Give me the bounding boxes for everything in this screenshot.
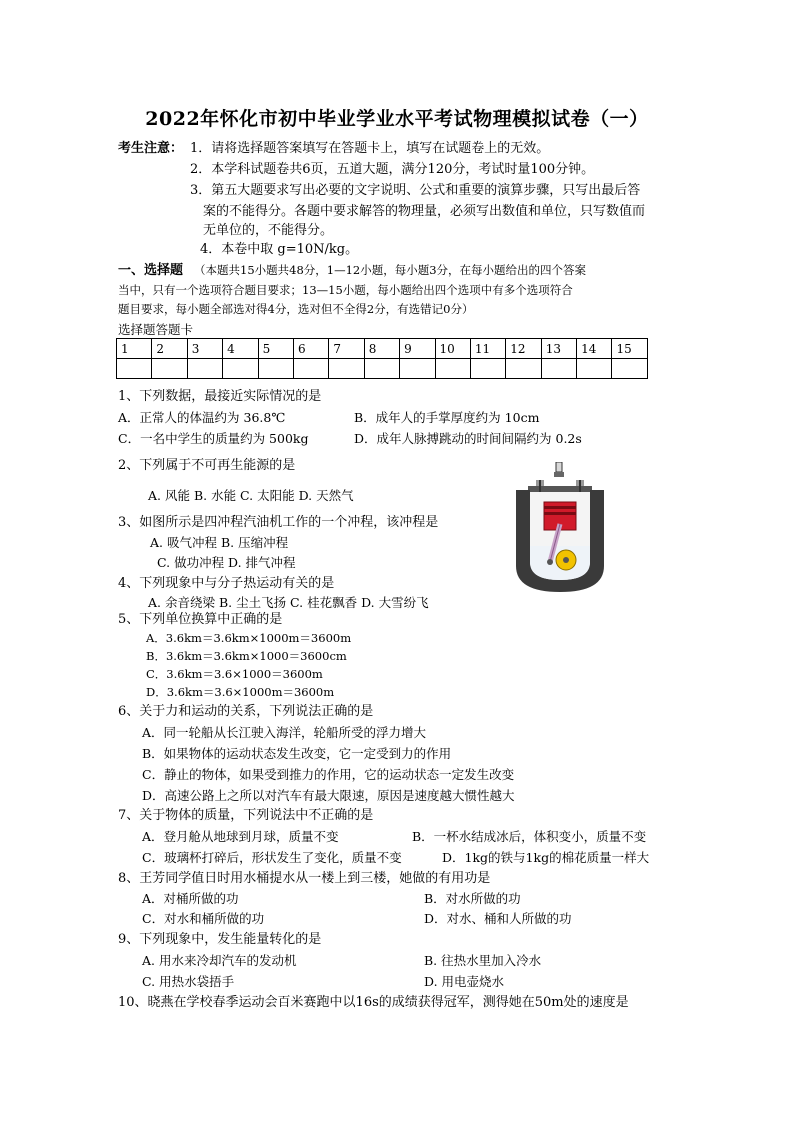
question-stem: 2、下列属于不可再生能源的是 (118, 458, 296, 473)
option-a: A．对桶所做的功 (142, 891, 239, 906)
question-stem: 3、如图所示是四冲程汽油机工作的一个冲程，该冲程是 (118, 515, 439, 530)
answer-cell[interactable] (187, 359, 222, 379)
answer-card-answer-row (117, 359, 648, 379)
answer-card-number: 6 (293, 339, 328, 359)
answer-card-number: 8 (364, 339, 399, 359)
question-stem: 4、下列现象中与分子热运动有关的是 (118, 576, 335, 591)
section-desc: 当中，只有一个选项符合题目要求；13—15小题，每小题给出四个选项中有多个选项符合 (118, 283, 573, 297)
answer-card-number: 14 (577, 339, 612, 359)
question-stem: 10、晓燕在学校春季运动会百米赛跑中以16s的成绩获得冠军，测得她在50m处的速度是 (118, 995, 629, 1010)
option-b: B．对水所做的功 (424, 891, 521, 906)
answer-card-number: 12 (506, 339, 541, 359)
option-b: B．成年人的手掌厚度约为 10cm (354, 410, 540, 425)
answer-cell[interactable] (152, 359, 187, 379)
option-d: D．高速公路上之所以对汽车有最大限速，原因是速度越大惯性越大 (142, 788, 515, 803)
option-a: A．正常人的体温约为 36.8℃ (118, 410, 286, 425)
section-desc: （本题共15小题共48分，1—12小题，每小题3分，在每小题给出的四个答案 (194, 263, 587, 277)
notice-item: 2．本学科试题卷共6页，五道大题，满分120分，考试时量100分钟。 (190, 162, 595, 177)
notice-item: 4．本卷中取 g=10N/kg。 (200, 242, 359, 257)
answer-card-number: 3 (187, 339, 222, 359)
option-a: A．登月舱从地球到月球，质量不变 (142, 829, 339, 844)
option-c: C．玻璃杯打碎后，形状发生了变化，质量不变 (142, 850, 402, 865)
answer-cell[interactable] (223, 359, 258, 379)
question-stem: 7、关于物体的质量，下列说法中不正确的是 (118, 808, 374, 823)
option-c: C. 用热水袋捂手 (142, 974, 235, 989)
answer-cell[interactable] (541, 359, 576, 379)
options-line: A. 余音绕梁 B. 尘土飞扬 C. 桂花飘香 D. 大雪纷飞 (148, 595, 429, 610)
option-c: C．一名中学生的质量约为 500kg (118, 431, 309, 446)
question-stem: 8、王芳同学值日时用水桶提水从一楼上到三楼，她做的有用功是 (118, 871, 491, 886)
answer-card-number: 13 (541, 339, 576, 359)
answer-cell[interactable] (400, 359, 435, 379)
section-heading: 一、选择题 (118, 263, 184, 278)
notice-item: 1．请将选择题答案填写在答题卡上，填写在试题卷上的无效。 (190, 141, 550, 156)
answer-card-number: 2 (152, 339, 187, 359)
question-stem: 1、下列数据，最接近实际情况的是 (118, 389, 322, 404)
option-b: B．3.6km＝3.6km×1000＝3600cm (146, 649, 347, 663)
options-line: A. 吸气冲程 B. 压缩冲程 (150, 535, 289, 550)
answer-cell[interactable] (364, 359, 399, 379)
answer-cell[interactable] (506, 359, 541, 379)
notice-label: 考生注意： (118, 141, 184, 156)
answer-card-number: 7 (329, 339, 364, 359)
answer-cell[interactable] (293, 359, 328, 379)
option-d: D．3.6km＝3.6×1000m＝3600m (146, 685, 335, 699)
answer-cell[interactable] (470, 359, 505, 379)
option-a: A．同一轮船从长江驶入海洋，轮船所受的浮力增大 (142, 725, 427, 740)
option-c: C．对水和桶所做的功 (142, 911, 265, 926)
answer-card-number: 4 (223, 339, 258, 359)
options-line: C. 做功冲程 D. 排气冲程 (157, 555, 296, 570)
option-b: B. 往热水里加入冷水 (424, 953, 542, 968)
option-a: A. 用水来冷却汽车的发动机 (142, 953, 297, 968)
answer-cell[interactable] (577, 359, 612, 379)
option-d: D．对水、桶和人所做的功 (424, 911, 572, 926)
engine-cylinder-icon (514, 462, 606, 594)
option-b: B．如果物体的运动状态发生改变，它一定受到力的作用 (142, 746, 452, 761)
option-b: B．一杯水结成冰后，体积变小，质量不变 (412, 829, 647, 844)
answer-cell[interactable] (329, 359, 364, 379)
option-d: D．成年人脉搏跳动的时间间隔约为 0.2s (354, 431, 582, 446)
answer-cell[interactable] (612, 359, 647, 379)
answer-card-label: 选择题答题卡 (118, 322, 194, 337)
notice-item: 案的不能得分。各题中要求解答的物理量，必须写出数值和单位，只写数值而 (203, 204, 646, 219)
question-stem: 5、下列单位换算中正确的是 (118, 612, 283, 627)
notice-item: 3．第五大题要求写出必要的文字说明、公式和重要的演算步骤，只写出最后答 (190, 183, 641, 198)
option-a: A．3.6km＝3.6km×1000m＝3600m (146, 631, 352, 645)
option-d: D．1kg的铁与1kg的棉花质量一样大 (442, 850, 650, 865)
answer-cell[interactable] (117, 359, 152, 379)
question-stem: 6、关于力和运动的关系，下列说法正确的是 (118, 704, 374, 719)
page-title: 2022年怀化市初中毕业学业水平考试物理模拟试卷（一） (145, 108, 649, 130)
option-c: C．静止的物体，如果受到推力的作用，它的运动状态一定发生改变 (142, 767, 515, 782)
question-stem: 9、下列现象中，发生能量转化的是 (118, 932, 322, 947)
option-d: D. 用电壶烧水 (424, 974, 505, 989)
answer-card-number: 1 (117, 339, 152, 359)
options-line: A. 风能 B. 水能 C. 太阳能 D. 天然气 (148, 488, 354, 503)
answer-card-number: 15 (612, 339, 647, 359)
notice-item: 无单位的，不能得分。 (203, 223, 334, 238)
option-c: C．3.6km＝3.6×1000＝3600m (146, 667, 323, 681)
answer-card-number: 10 (435, 339, 470, 359)
section-desc: 题目要求，每小题全部选对得4分，选对但不全得2分，有选错记0分） (118, 302, 474, 316)
answer-card-number: 9 (400, 339, 435, 359)
answer-card-number: 5 (258, 339, 293, 359)
answer-card-number-row (117, 339, 648, 359)
answer-card-number: 11 (470, 339, 505, 359)
answer-card-table (116, 338, 648, 379)
answer-cell[interactable] (258, 359, 293, 379)
answer-cell[interactable] (435, 359, 470, 379)
